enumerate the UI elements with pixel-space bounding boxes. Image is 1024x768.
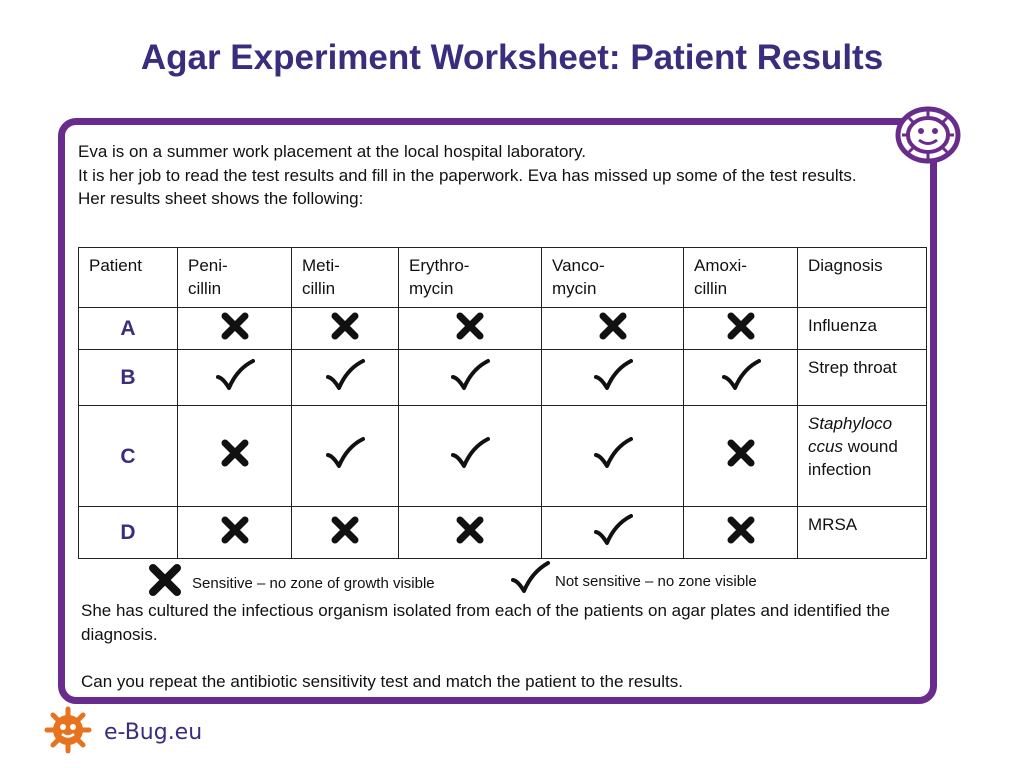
question-text: Can you repeat the antibiotic sensitivity test and match the patient to the results. bbox=[81, 672, 683, 691]
tick-mark-icon bbox=[542, 350, 684, 406]
column-header: Peni- cillin bbox=[178, 248, 292, 308]
column-header: Amoxi- cillin bbox=[684, 248, 798, 308]
table-row bbox=[79, 406, 927, 507]
intro-line: It is her job to read the test results and fill in the paperwork. Eva has missed up some of the test results. bbox=[78, 165, 857, 185]
tick-mark-icon bbox=[542, 406, 684, 507]
diagnosis-cell bbox=[798, 406, 927, 507]
column-header: Vanco- mycin bbox=[542, 248, 684, 308]
tick-mark-icon bbox=[684, 350, 798, 406]
tick-mark-icon bbox=[399, 406, 542, 507]
results-table bbox=[78, 247, 927, 559]
culture-text: She has cultured the infectious organism isolated from each of the patients on agar plates and identified the diagnosis. bbox=[81, 601, 890, 644]
diagnosis-cell: MRSA bbox=[798, 507, 927, 559]
cross-mark-icon bbox=[292, 507, 399, 559]
table-row bbox=[79, 308, 927, 350]
e-bug-logo-text: e-Bug.eu bbox=[104, 720, 203, 745]
cross-mark-icon bbox=[178, 406, 292, 507]
tick-mark-icon bbox=[510, 560, 550, 596]
page-title: Agar Experiment Worksheet: Patient Results bbox=[140, 38, 884, 77]
cross-mark-icon bbox=[684, 507, 798, 559]
cross-mark-icon bbox=[292, 308, 399, 350]
cross-mark-icon bbox=[147, 562, 183, 598]
patient-label: D bbox=[79, 507, 178, 559]
column-header: Erythro- mycin bbox=[399, 248, 542, 308]
intro-line: Her results sheet shows the following: bbox=[78, 189, 364, 208]
patient-label: B bbox=[79, 350, 178, 406]
cross-mark-icon bbox=[178, 308, 292, 350]
tick-mark-icon bbox=[399, 350, 542, 406]
e-bug-logo-icon bbox=[44, 706, 92, 754]
cross-mark-icon bbox=[684, 308, 798, 350]
cross-mark-icon bbox=[684, 406, 798, 507]
diagnosis-cell: Influenza bbox=[798, 308, 927, 350]
legend-not-sensitive-text: Not sensitive – no zone visible bbox=[555, 573, 757, 590]
table-row bbox=[79, 350, 927, 406]
legend-sensitive-text: Sensitive – no zone of growth visible bbox=[192, 575, 435, 592]
tick-mark-icon bbox=[292, 406, 399, 507]
intro-text bbox=[78, 140, 908, 211]
diagnosis-text: wound infection bbox=[808, 437, 898, 479]
patient-label: C bbox=[79, 406, 178, 507]
column-header: Diagnosis bbox=[798, 248, 927, 308]
cross-mark-icon bbox=[178, 507, 292, 559]
cross-mark-icon bbox=[399, 507, 542, 559]
tick-mark-icon bbox=[292, 350, 399, 406]
column-header: Meti- cillin bbox=[292, 248, 399, 308]
table-row bbox=[79, 507, 927, 559]
tick-mark-icon bbox=[178, 350, 292, 406]
cross-mark-icon bbox=[399, 308, 542, 350]
intro-line: Eva is on a summer work placement at the local hospital laboratory. bbox=[78, 142, 587, 161]
diagnosis-cell: Strep throat bbox=[798, 350, 927, 406]
patient-label: A bbox=[79, 308, 178, 350]
diagnosis-organism: Staphyloco ccus bbox=[808, 414, 893, 456]
tick-mark-icon bbox=[542, 507, 684, 559]
column-header: Patient bbox=[79, 248, 178, 308]
table-header-row bbox=[79, 248, 927, 308]
cross-mark-icon bbox=[542, 308, 684, 350]
